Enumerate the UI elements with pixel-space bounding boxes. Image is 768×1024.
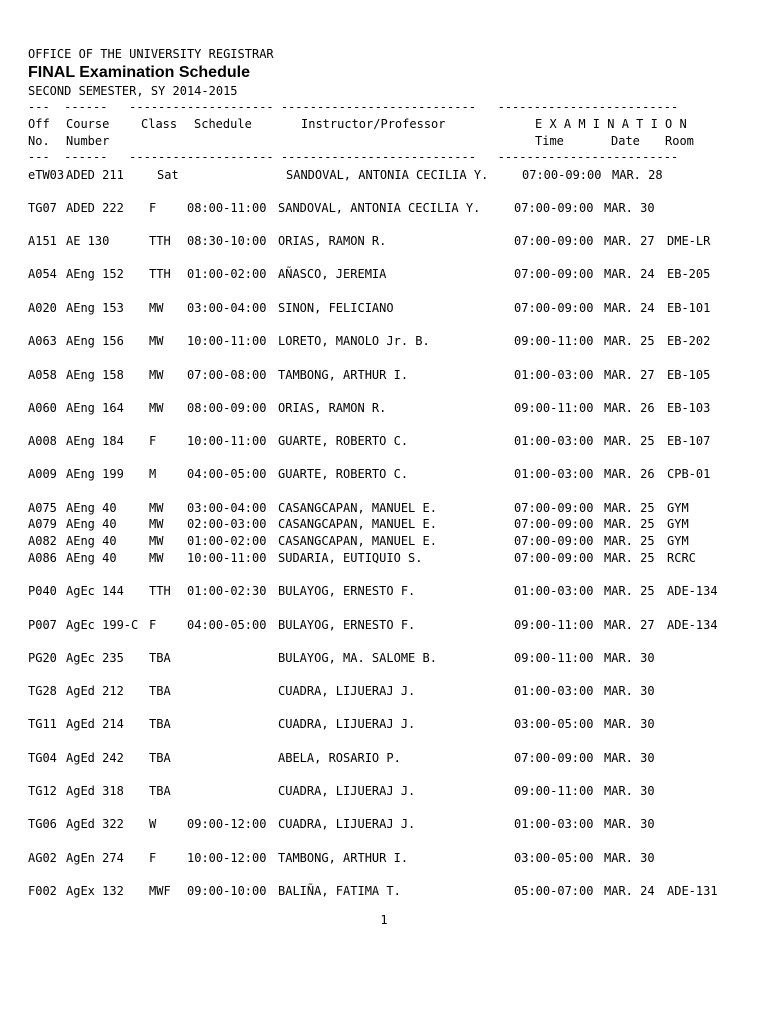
cell-room: CPB-01: [667, 467, 711, 481]
cell-date: MAR. 28: [612, 168, 663, 182]
cell-date: MAR. 27: [604, 618, 655, 632]
cell-off: PG20: [28, 651, 57, 665]
cell-instructor: CUADRA, LIJUERAJ J.: [278, 784, 416, 798]
cell-time: 07:00-09:00: [522, 168, 602, 182]
cell-off: TG04: [28, 751, 57, 765]
cell-class: TBA: [149, 684, 171, 698]
cell-date: MAR. 25: [604, 434, 655, 448]
cell-course: AEng 199: [66, 467, 124, 481]
cell-time: 01:00-03:00: [514, 817, 594, 831]
cell-off: AG02: [28, 851, 57, 865]
cell-schedule: 01:00-02:00: [187, 534, 267, 548]
cell-instructor: BULAYOG, ERNESTO F.: [278, 584, 416, 598]
cell-schedule: 02:00-03:00: [187, 517, 267, 531]
table-row: [0, 716, 768, 732]
cell-course: AgEd 212: [66, 684, 124, 698]
cell-course: AgEn 274: [66, 851, 124, 865]
cell-course: AgEd 242: [66, 751, 124, 765]
cell-instructor: SANDOVAL, ANTONIA CECILIA Y.: [278, 201, 481, 215]
cell-class: TBA: [149, 651, 171, 665]
cell-instructor: SUDARIA, EUTIQUIO S.: [278, 551, 423, 565]
cell-class: MW: [149, 334, 164, 348]
cell-schedule: 01:00-02:30: [187, 584, 267, 598]
rule-bottom: --- ------ -------------------- --------------------------- -------------------------: [28, 150, 679, 164]
cell-schedule: 09:00-10:00: [187, 884, 267, 898]
cell-room: RCRC: [667, 551, 696, 565]
cell-date: MAR. 25: [604, 517, 655, 531]
cell-date: MAR. 25: [604, 334, 655, 348]
cell-course: AEng 40: [66, 551, 117, 565]
cell-time: 07:00-09:00: [514, 201, 594, 215]
cell-date: MAR. 30: [604, 784, 655, 798]
table-row: [0, 650, 768, 666]
cell-class: MW: [149, 368, 164, 382]
cell-instructor: BULAYOG, ERNESTO F.: [278, 618, 416, 632]
cell-class: MW: [149, 517, 164, 531]
cell-off: A009: [28, 467, 57, 481]
cell-off: P007: [28, 618, 57, 632]
page-number: 1: [380, 913, 388, 927]
cell-date: MAR. 30: [604, 851, 655, 865]
cell-class: MW: [149, 301, 164, 315]
table-row: [0, 466, 768, 482]
cell-time: 07:00-09:00: [514, 501, 594, 515]
cell-course: AEng 152: [66, 267, 124, 281]
cell-schedule: 08:30-10:00: [187, 234, 267, 248]
table-row: [0, 167, 768, 183]
cell-date: MAR. 30: [604, 201, 655, 215]
cell-room: GYM: [667, 517, 689, 531]
cell-class: TBA: [149, 751, 171, 765]
table-row: [0, 783, 768, 799]
cell-instructor: GUARTE, ROBERTO C.: [278, 467, 409, 481]
rule-top: --- ------ -------------------- --------------------------- -------------------------: [28, 100, 679, 114]
cell-date: MAR. 24: [604, 884, 655, 898]
cell-off: A054: [28, 267, 57, 281]
cell-schedule: 04:00-05:00: [187, 618, 267, 632]
table-row: [0, 850, 768, 866]
cell-time: 07:00-09:00: [514, 751, 594, 765]
cell-instructor: BALIÑA, FATIMA T.: [278, 884, 401, 898]
table-row: [0, 750, 768, 766]
col-examination: E X A M I N A T I O N: [535, 117, 687, 131]
table-row: [0, 533, 768, 549]
table-row: [0, 683, 768, 699]
cell-off: TG28: [28, 684, 57, 698]
cell-date: MAR. 25: [604, 584, 655, 598]
col-instructor: Instructor/Professor: [301, 117, 446, 131]
cell-course: AgEc 144: [66, 584, 124, 598]
cell-off: A079: [28, 517, 57, 531]
cell-time: 09:00-11:00: [514, 784, 594, 798]
table-row: [0, 816, 768, 832]
cell-room: ADE-131: [667, 884, 718, 898]
cell-instructor: SANDOVAL, ANTONIA CECILIA Y.: [286, 168, 489, 182]
cell-schedule: 10:00-11:00: [187, 551, 267, 565]
col-course: Course: [66, 117, 110, 131]
cell-class: TTH: [149, 584, 171, 598]
table-row: [0, 583, 768, 599]
cell-course: AEng 156: [66, 334, 124, 348]
table-row: [0, 433, 768, 449]
cell-class: TTH: [149, 267, 171, 281]
cell-class: TBA: [149, 717, 171, 731]
cell-class: F: [149, 851, 157, 865]
cell-date: MAR. 24: [604, 267, 655, 281]
cell-course: AE 130: [66, 234, 110, 248]
cell-time: 07:00-09:00: [514, 234, 594, 248]
cell-date: MAR. 25: [604, 551, 655, 565]
cell-off: A020: [28, 301, 57, 315]
cell-class: Sat: [157, 168, 179, 182]
cell-instructor: ORIAS, RAMON R.: [278, 401, 387, 415]
cell-instructor: CASANGCAPAN, MANUEL E.: [278, 517, 437, 531]
cell-time: 01:00-03:00: [514, 467, 594, 481]
cell-room: EB-103: [667, 401, 711, 415]
cell-room: GYM: [667, 534, 689, 548]
cell-time: 09:00-11:00: [514, 651, 594, 665]
cell-class: M: [149, 467, 157, 481]
col-room: Room: [665, 134, 694, 148]
cell-off: A063: [28, 334, 57, 348]
cell-time: 01:00-03:00: [514, 684, 594, 698]
cell-class: MW: [149, 501, 164, 515]
cell-time: 07:00-09:00: [514, 551, 594, 565]
cell-course: AEng 40: [66, 534, 117, 548]
cell-time: 03:00-05:00: [514, 851, 594, 865]
cell-time: 01:00-03:00: [514, 368, 594, 382]
page-title: FINAL Examination Schedule: [28, 64, 250, 81]
cell-off: A086: [28, 551, 57, 565]
col-off: Off: [28, 117, 50, 131]
cell-time: 07:00-09:00: [514, 517, 594, 531]
col-time: Time: [535, 134, 564, 148]
table-row: [0, 617, 768, 633]
cell-course: ADED 211: [66, 168, 124, 182]
cell-course: AEng 40: [66, 517, 117, 531]
col-date: Date: [611, 134, 640, 148]
cell-schedule: 03:00-04:00: [187, 501, 267, 515]
cell-room: GYM: [667, 501, 689, 515]
cell-schedule: 01:00-02:00: [187, 267, 267, 281]
table-row: [0, 550, 768, 566]
cell-time: 01:00-03:00: [514, 584, 594, 598]
table-row: [0, 300, 768, 316]
cell-date: MAR. 25: [604, 534, 655, 548]
cell-time: 01:00-03:00: [514, 434, 594, 448]
cell-course: AEng 184: [66, 434, 124, 448]
cell-off: TG12: [28, 784, 57, 798]
cell-date: MAR. 27: [604, 234, 655, 248]
cell-class: MW: [149, 401, 164, 415]
cell-course: AEng 158: [66, 368, 124, 382]
cell-off: P040: [28, 584, 57, 598]
cell-class: TTH: [149, 234, 171, 248]
cell-instructor: TAMBONG, ARTHUR I.: [278, 368, 409, 382]
cell-room: EB-205: [667, 267, 711, 281]
cell-instructor: CUADRA, LIJUERAJ J.: [278, 684, 416, 698]
cell-course: AgEd 214: [66, 717, 124, 731]
cell-room: EB-105: [667, 368, 711, 382]
cell-schedule: 07:00-08:00: [187, 368, 267, 382]
cell-date: MAR. 27: [604, 368, 655, 382]
cell-date: MAR. 26: [604, 467, 655, 481]
cell-date: MAR. 26: [604, 401, 655, 415]
cell-instructor: BULAYOG, MA. SALOME B.: [278, 651, 437, 665]
cell-time: 09:00-11:00: [514, 618, 594, 632]
cell-room: EB-202: [667, 334, 711, 348]
cell-off: TG07: [28, 201, 57, 215]
cell-class: F: [149, 201, 157, 215]
cell-time: 03:00-05:00: [514, 717, 594, 731]
cell-room: EB-101: [667, 301, 711, 315]
cell-course: AEng 164: [66, 401, 124, 415]
cell-course: AgEc 235: [66, 651, 124, 665]
cell-course: ADED 222: [66, 201, 124, 215]
cell-schedule: 08:00-09:00: [187, 401, 267, 415]
cell-course: AgEc 199-C: [66, 618, 139, 632]
cell-date: MAR. 30: [604, 751, 655, 765]
cell-room: ADE-134: [667, 584, 718, 598]
cell-schedule: 10:00-11:00: [187, 334, 267, 348]
cell-instructor: LORETO, MANOLO Jr. B.: [278, 334, 430, 348]
table-row: [0, 883, 768, 899]
cell-schedule: 10:00-11:00: [187, 434, 267, 448]
cell-off: TG06: [28, 817, 57, 831]
cell-off: A060: [28, 401, 57, 415]
cell-off: A151: [28, 234, 57, 248]
cell-instructor: CUADRA, LIJUERAJ J.: [278, 717, 416, 731]
cell-date: MAR. 30: [604, 651, 655, 665]
cell-schedule: 03:00-04:00: [187, 301, 267, 315]
cell-course: AEng 40: [66, 501, 117, 515]
cell-time: 05:00-07:00: [514, 884, 594, 898]
col-off-no: No.: [28, 134, 50, 148]
table-row: [0, 516, 768, 532]
cell-class: MWF: [149, 884, 171, 898]
cell-instructor: SINON, FELICIANO: [278, 301, 394, 315]
cell-course: AgEx 132: [66, 884, 124, 898]
office-name: OFFICE OF THE UNIVERSITY REGISTRAR: [28, 47, 274, 61]
col-schedule: Schedule: [194, 117, 252, 131]
cell-room: EB-107: [667, 434, 711, 448]
cell-room: ADE-134: [667, 618, 718, 632]
cell-instructor: CASANGCAPAN, MANUEL E.: [278, 501, 437, 515]
cell-class: W: [149, 817, 157, 831]
cell-date: MAR. 30: [604, 817, 655, 831]
cell-off: A058: [28, 368, 57, 382]
table-row: [0, 333, 768, 349]
cell-course: AgEd 318: [66, 784, 124, 798]
table-row: [0, 367, 768, 383]
cell-off: TG11: [28, 717, 57, 731]
cell-class: MW: [149, 534, 164, 548]
table-row: [0, 500, 768, 516]
cell-instructor: CASANGCAPAN, MANUEL E.: [278, 534, 437, 548]
cell-class: F: [149, 618, 157, 632]
cell-schedule: 09:00-12:00: [187, 817, 267, 831]
cell-time: 07:00-09:00: [514, 534, 594, 548]
cell-course: AgEd 322: [66, 817, 124, 831]
cell-schedule: 08:00-11:00: [187, 201, 267, 215]
cell-time: 07:00-09:00: [514, 267, 594, 281]
cell-off: F002: [28, 884, 57, 898]
cell-date: MAR. 30: [604, 684, 655, 698]
cell-instructor: GUARTE, ROBERTO C.: [278, 434, 409, 448]
col-course-number: Number: [66, 134, 110, 148]
cell-off: A075: [28, 501, 57, 515]
cell-time: 09:00-11:00: [514, 334, 594, 348]
table-row: [0, 400, 768, 416]
cell-room: DME-LR: [667, 234, 711, 248]
cell-time: 07:00-09:00: [514, 301, 594, 315]
cell-time: 09:00-11:00: [514, 401, 594, 415]
cell-off: A008: [28, 434, 57, 448]
cell-instructor: CUADRA, LIJUERAJ J.: [278, 817, 416, 831]
cell-off: eTW03: [28, 168, 65, 182]
cell-class: MW: [149, 551, 164, 565]
cell-instructor: TAMBONG, ARTHUR I.: [278, 851, 409, 865]
cell-schedule: 04:00-05:00: [187, 467, 267, 481]
cell-date: MAR. 25: [604, 501, 655, 515]
cell-off: A082: [28, 534, 57, 548]
cell-class: F: [149, 434, 157, 448]
cell-instructor: AÑASCO, JEREMIA: [278, 267, 387, 281]
cell-schedule: 10:00-12:00: [187, 851, 267, 865]
table-row: [0, 200, 768, 216]
table-row: [0, 266, 768, 282]
cell-class: TBA: [149, 784, 171, 798]
cell-instructor: ABELA, ROSARIO P.: [278, 751, 401, 765]
semester-label: SECOND SEMESTER, SY 2014-2015: [28, 84, 238, 98]
table-row: [0, 233, 768, 249]
cell-date: MAR. 30: [604, 717, 655, 731]
cell-date: MAR. 24: [604, 301, 655, 315]
cell-instructor: ORIAS, RAMON R.: [278, 234, 387, 248]
col-class: Class: [141, 117, 178, 131]
cell-course: AEng 153: [66, 301, 124, 315]
